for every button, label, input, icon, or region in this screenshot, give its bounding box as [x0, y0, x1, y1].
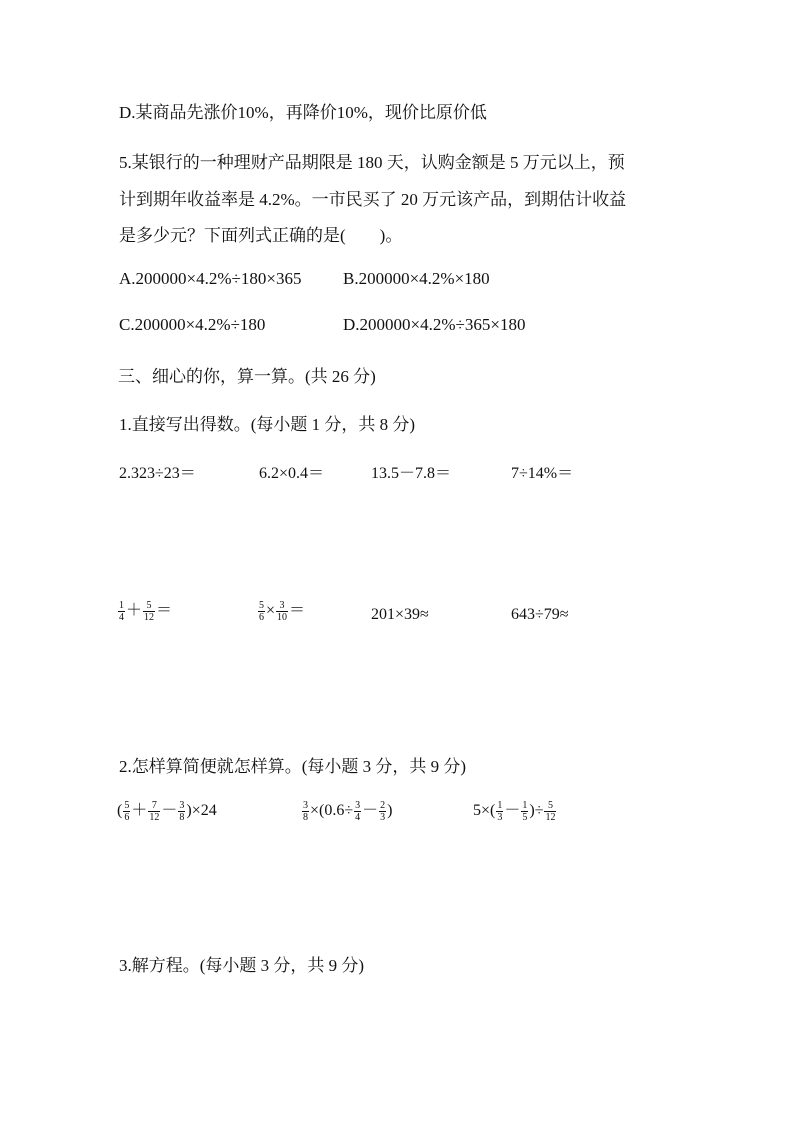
part-3-title: 3.解方程。(每小题 3 分，共 9 分) [119, 956, 365, 975]
part-1-title: 1.直接写出得数。(每小题 1 分，共 8 分) [119, 415, 416, 434]
q5-line-1: 5.某银行的一种理财产品期限是 180 天，认购金额是 5 万元以上，预 [119, 153, 625, 172]
q5-option-b: B.200000×4.2%×180 [343, 269, 490, 288]
q4-option-d: D.某商品先涨价10%，再降价10%，现价比原价低 [119, 103, 487, 122]
calc-2: 6.2×0.4＝ [259, 465, 325, 482]
fraction: $\frac{3}{10}$ [277, 599, 288, 623]
fraction: $\frac{1}{4}$ [119, 599, 124, 623]
fraction: $\frac{3}{8}$ [179, 799, 185, 823]
fraction: $\frac{5}{6}$ [259, 599, 264, 623]
simplify-2: $\frac{3}{8}$ ×(0.6÷ $\frac{3}{4}$ － $\frac{2}{3}$ ) [303, 799, 393, 823]
fraction: $\frac{2}{3}$ [380, 799, 386, 823]
fraction: $\frac{1}{3}$ [497, 799, 503, 823]
fraction: $\frac{1}{5}$ [522, 799, 528, 823]
q5-option-a: A.200000×4.2%÷180×365 [119, 269, 302, 288]
calc-3: 13.5－7.8＝ [371, 465, 452, 482]
q5-option-d: D.200000×4.2%÷365×180 [343, 315, 526, 334]
calc-6: $\frac{5}{6}$ × $\frac{3}{10}$ ＝ [259, 599, 306, 623]
part-2-title: 2.怎样算简便就怎样算。(每小题 3 分，共 9 分) [119, 757, 467, 776]
simplify-1: ( $\frac{5}{6}$ ＋ $\frac{7}{12}$ － $\frac{3}{8}$ )×24 [117, 799, 217, 823]
fraction: $\frac{5}{6}$ [124, 799, 130, 823]
calc-5: $\frac{1}{4}$ ＋ $\frac{5}{12}$ ＝ [119, 599, 173, 623]
calc-4: 7÷14%＝ [511, 465, 574, 482]
simplify-3: 5×( $\frac{1}{3}$ － $\frac{1}{5}$ )÷ $\frac{5}{12}$ [473, 799, 556, 823]
q5-line-3: 是多少元？下面列式正确的是( )。 [119, 226, 403, 245]
fraction: $\frac{5}{12}$ [545, 799, 556, 823]
fraction: $\frac{5}{12}$ [144, 599, 155, 623]
q5-line-2: 计到期年收益率是 4.2%。一市民买了 20 万元该产品，到期估计收益 [119, 190, 627, 209]
calc-7: 201×39≈ [371, 606, 429, 623]
q5-option-c: C.200000×4.2%÷180 [119, 315, 266, 334]
calc-1: 2.323÷23＝ [119, 465, 196, 482]
calc-8: 643÷79≈ [511, 606, 569, 623]
section-3-title: 三、细心的你，算一算。(共 26 分) [118, 367, 376, 386]
fraction: $\frac{3}{4}$ [355, 799, 361, 823]
fraction: $\frac{7}{12}$ [149, 799, 160, 823]
fraction: $\frac{3}{8}$ [303, 799, 308, 823]
